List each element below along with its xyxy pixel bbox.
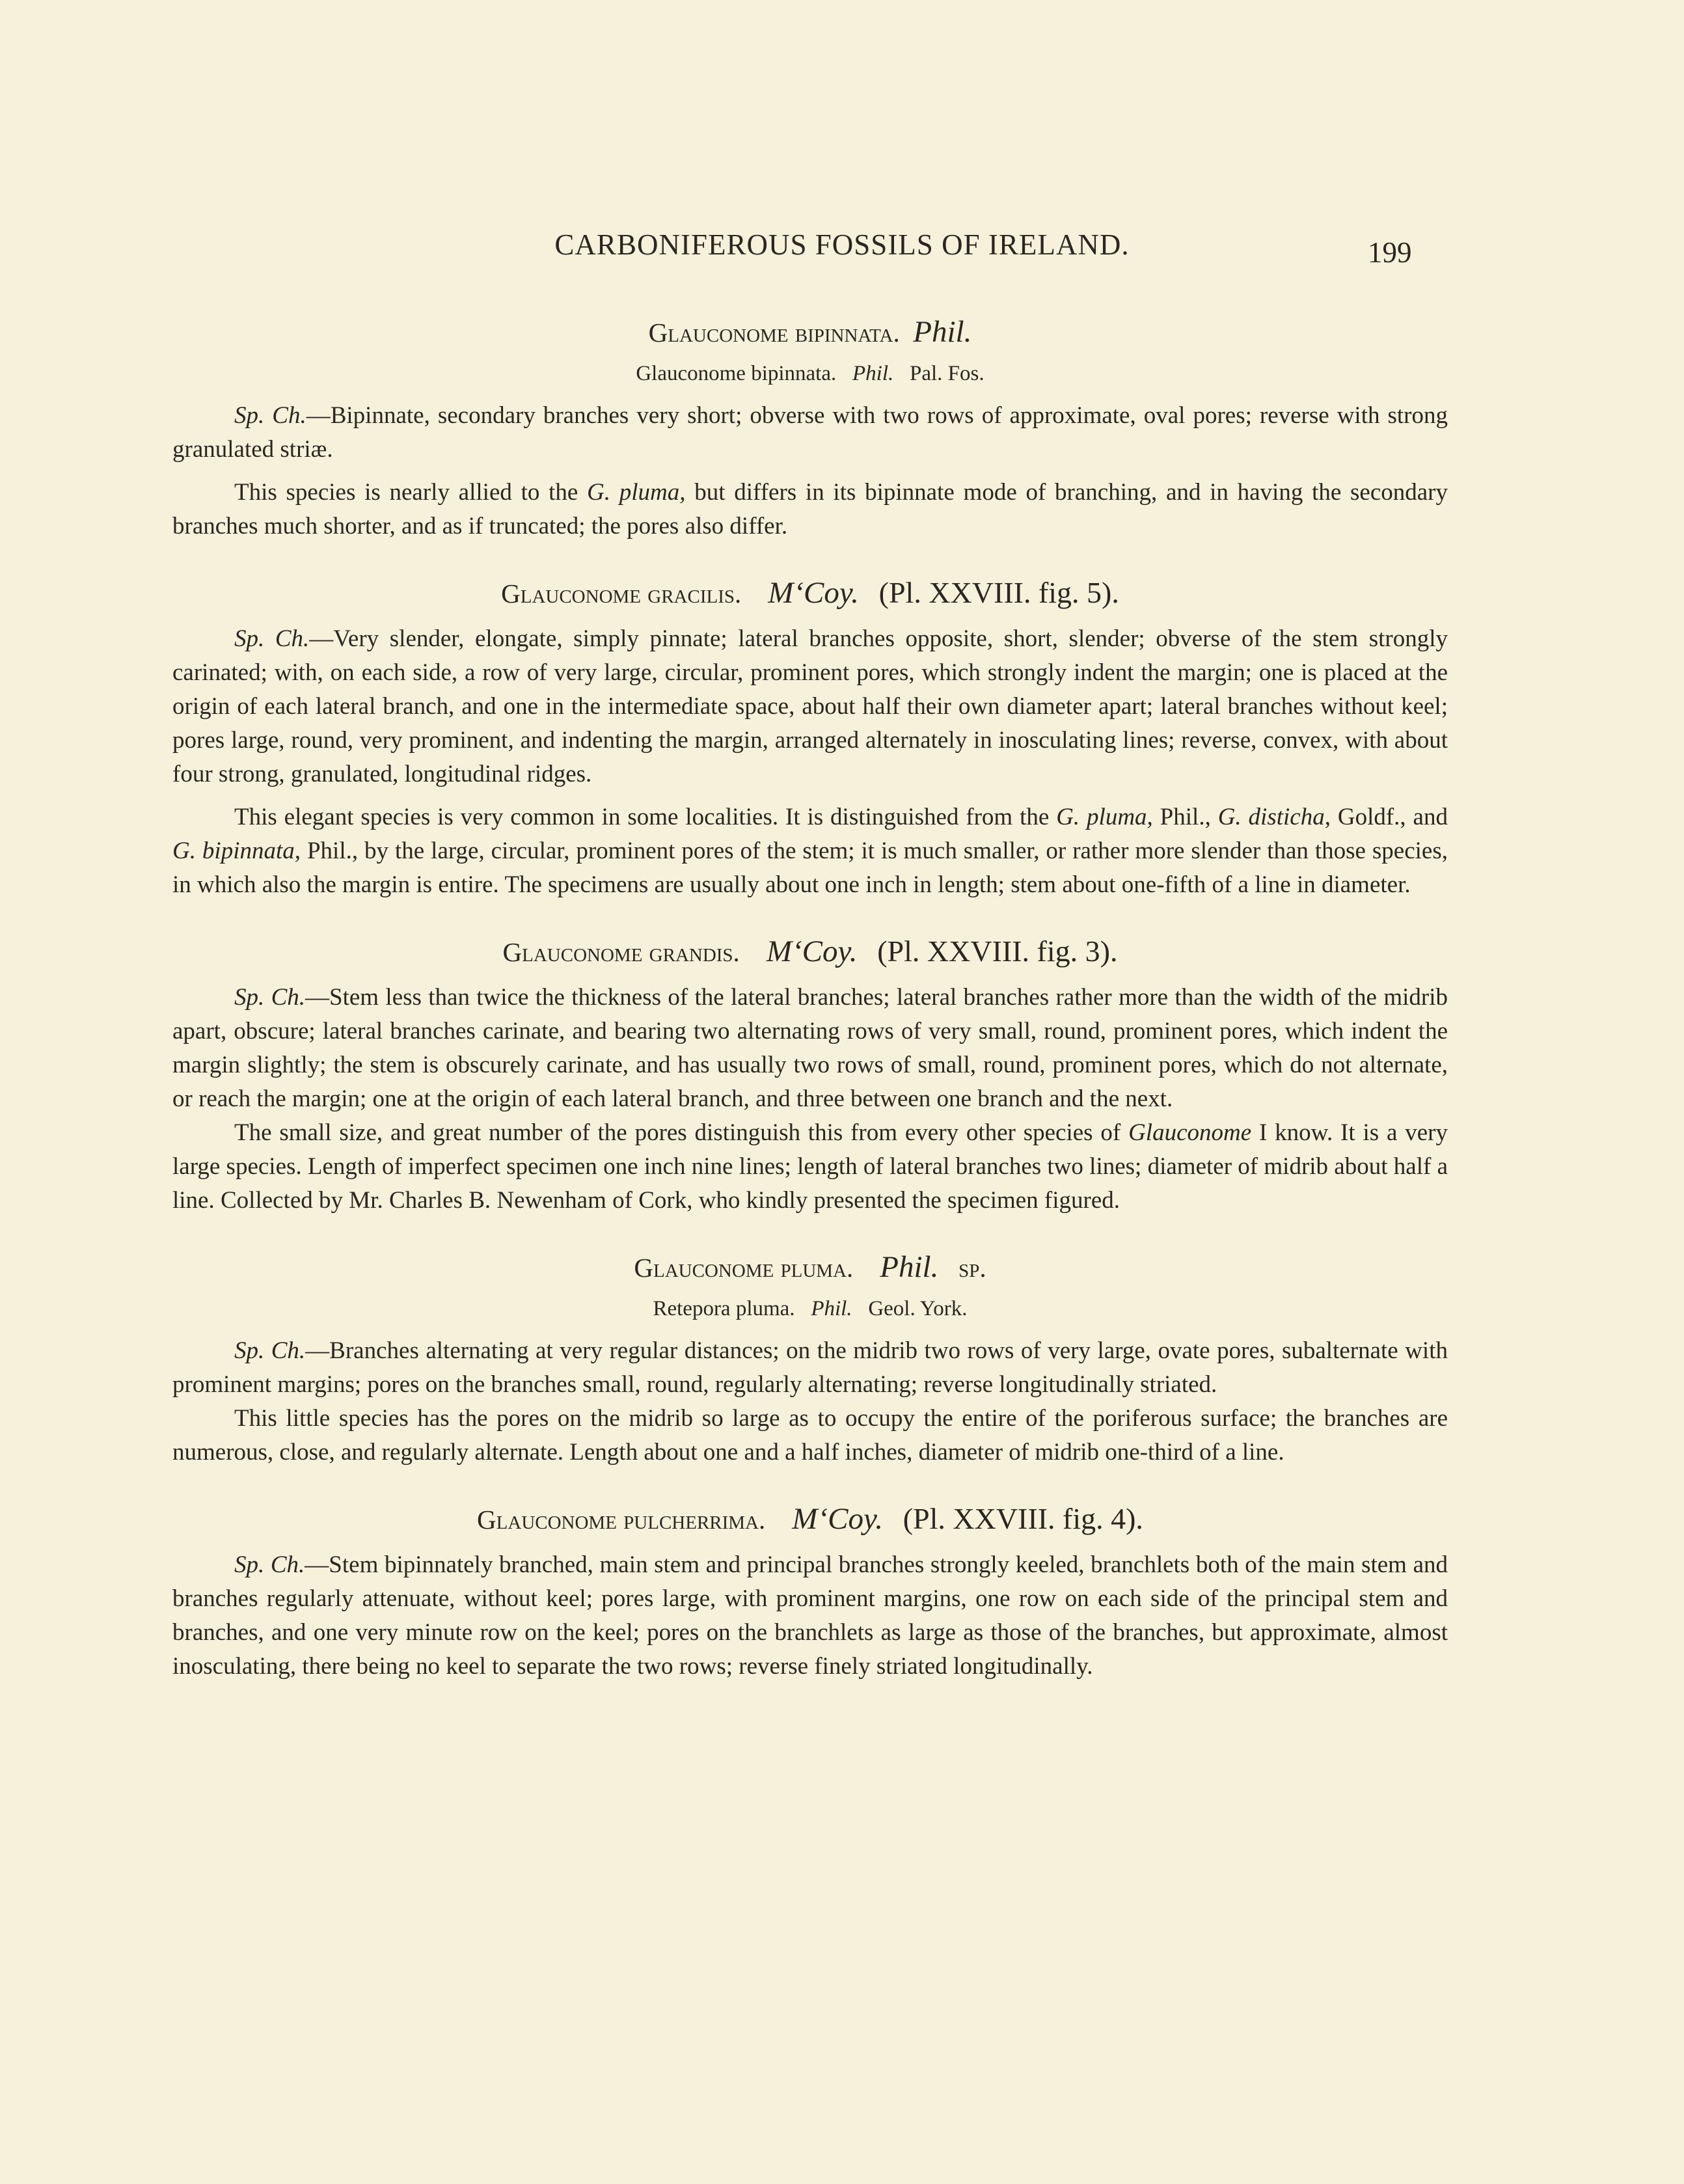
sp-ch-text: —Stem bipinnately branched, main stem and principal branches strongly keeled, branchlets both of the main stem and branches regularly attenuate, without keel; pores large, with prominent margins, one row on each side of the principal stem and branches, and one very minute row on the keel; pores on the branchlets as large as those of the branches, but approximate, almost inosculating, there being no keel to separate the two rows; reverse finely striated longitudinally. <box>172 1551 1448 1680</box>
plate-reference: (Pl. XXVIII. fig. 5). <box>878 576 1119 609</box>
species-name: Glauconome pluma. <box>634 1253 854 1283</box>
text-run: Phil., <box>1152 804 1218 830</box>
sp-ch-text: —Very slender, elongate, simply pinnate; lateral branches opposite, short, slender; obverse of the stem strongly carinated; with, on each side, a row of very large, circular, prominent pores, which strongly indent the margin; one is placed at the origin of each lateral branch, and one in the intermediate space, about half their own diameter apart; lateral branches without keel; pores large, round, very prominent, and indenting the margin, arranged alternately in inosculating lines; reverse, convex, with about four strong, granulated, longitudinal ridges. <box>172 625 1448 787</box>
italic-run: G. bipinnata, <box>172 838 301 864</box>
synonym-author: Phil. <box>852 362 894 385</box>
text-run: but differs in its bipinnate mode of branching, and in having the secondary branches much shorter, and as if truncated; the pores also differ. <box>172 479 1448 539</box>
species-author: M‘Coy. <box>792 1502 883 1536</box>
italic-run: Glauconome <box>1128 1119 1252 1146</box>
species-author: M‘Coy. <box>768 576 859 610</box>
description-paragraph <box>172 476 1448 543</box>
species-author: Phil. <box>880 1250 939 1284</box>
text-run: Goldf., and <box>1330 804 1448 830</box>
species-author: Phil. <box>913 315 972 349</box>
sp-ch-label: Sp. Ch. <box>234 1337 306 1364</box>
species-name: Glauconome bipinnata. <box>648 318 900 348</box>
page-body <box>172 312 1448 1684</box>
synonym-line <box>172 1292 1448 1325</box>
text-run: Phil., by the large, circular, prominent pores of the stem; it is much smaller, or rather more slender than those species, in which also the margin is entire. The specimens are usually about one inch in length; stem about one-fifth of a line in diameter. <box>172 838 1448 898</box>
specific-character <box>172 622 1448 791</box>
synonym-line <box>172 357 1448 390</box>
specific-character <box>172 1548 1448 1684</box>
sp-ch-label: Sp. Ch. <box>234 625 310 652</box>
species-heading <box>172 932 1448 972</box>
plate-reference: (Pl. XXVIII. fig. 4). <box>903 1502 1143 1535</box>
text-run: The small size, and great number of the pores distinguish this from every other species of <box>234 1119 1129 1146</box>
species-heading <box>172 573 1448 613</box>
sp-ch-label: Sp. Ch. <box>234 984 306 1011</box>
page-number: 199 <box>1368 236 1412 269</box>
species-heading <box>172 1499 1448 1539</box>
plate-reference: (Pl. XXVIII. fig. 3). <box>877 935 1118 968</box>
italic-run: G. disticha, <box>1217 804 1331 830</box>
synonym-ref: Geol. York. <box>868 1297 968 1320</box>
species-suffix: sp. <box>958 1253 986 1283</box>
specific-character <box>172 981 1448 1116</box>
species-heading <box>172 1248 1448 1287</box>
sp-ch-text: —Stem less than twice the thickness of the lateral branches; lateral branches rather more than the width of the midrib apart, obscure; lateral branches carinate, and bearing two alternating rows of very small, round, prominent pores, which indent the margin slightly; the stem is obscurely carinate, and has usually two rows of small, round, prominent pores, which do not alternate, or reach the margin; one at the origin of each lateral branch, and three between one branch and the next. <box>172 984 1448 1112</box>
species-author: M‘Coy. <box>766 935 858 968</box>
text-run: This species is nearly allied to the <box>234 479 588 506</box>
species-heading <box>172 312 1448 352</box>
text-run: This elegant species is very common in some localities. It is distinguished from the <box>234 804 1057 830</box>
description-paragraph: This little species has the pores on the midrib so large as to occupy the entire of the poriferous surface; the branches are numerous, close, and regularly alternate. Length about one and a half inches, diameter of midrib one-third of a line. <box>172 1405 1448 1466</box>
description-paragraph <box>172 1116 1448 1218</box>
sp-ch-text: —Branches alternating at very regular distances; on the midrib two rows of very large, ovate pores, subalternate with prominent margins; pores on the branches small, round, regularly alternating; reverse longitudinally striated. <box>172 1337 1448 1398</box>
species-name: Glauconome gracilis. <box>501 579 742 608</box>
specific-character <box>172 399 1448 467</box>
sp-ch-label: Sp. Ch. <box>234 1551 305 1578</box>
species-name: Glauconome grandis. <box>502 937 740 967</box>
synonym-name: Retepora pluma. <box>653 1297 795 1320</box>
text-run: I know. It is a very large species. Length of imperfect specimen one inch nine lines; length of lateral branches two lines; diameter of midrib about half a line. Collected by Mr. Charles B. Newenham of Cork, who kindly presented the specimen figured. <box>172 1119 1448 1214</box>
sp-ch-text: —Bipinnate, secondary branches very short; obverse with two rows of approximate, oval pores; reverse with strong granulated striæ. <box>172 402 1448 463</box>
description-paragraph <box>172 800 1448 902</box>
running-title: CARBONIFEROUS FOSSILS OF IRELAND. <box>554 228 1130 261</box>
italic-run: G. pluma, <box>1056 804 1153 830</box>
specific-character <box>172 1334 1448 1402</box>
sp-ch-label: Sp. Ch. <box>234 402 306 429</box>
synonym-name: Glauconome bipinnata. <box>636 362 837 385</box>
synonym-ref: Pal. Fos. <box>910 362 985 385</box>
species-name: Glauconome pulcherrima. <box>477 1505 766 1535</box>
italic-run: G. pluma, <box>587 479 686 506</box>
synonym-author: Phil. <box>811 1297 852 1320</box>
